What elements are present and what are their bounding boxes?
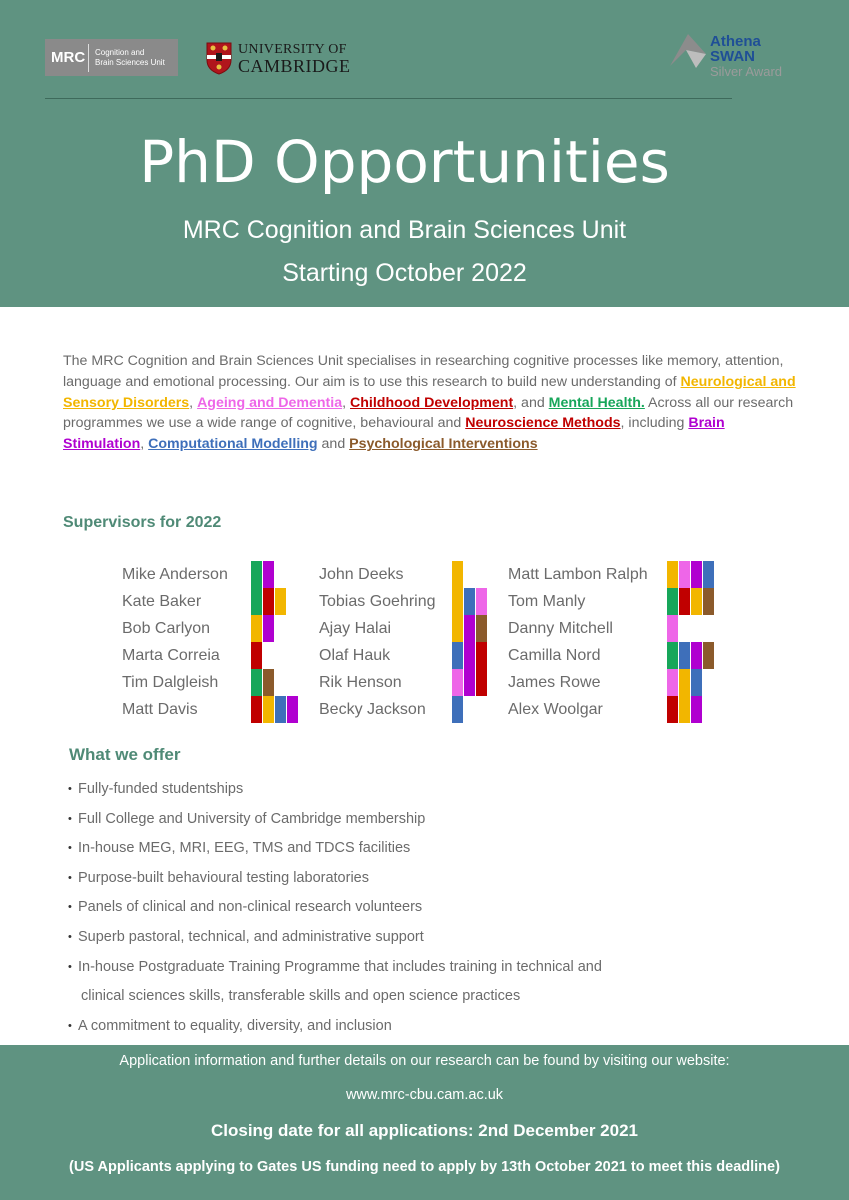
intro-sep-1: , [189, 394, 198, 411]
supervisor-row [508, 696, 648, 723]
supervisor-name: Bob Carlyon [122, 619, 211, 637]
offer-item: • In-house Postgraduate Training Programme that includes training in technical and [68, 953, 768, 983]
theme-swatch-blue [275, 696, 286, 723]
supervisor-name: Marta Correia [122, 646, 220, 664]
theme-swatch-magenta [464, 615, 475, 642]
theme-swatch-blue [679, 642, 690, 669]
theme-swatch-brown [263, 669, 274, 696]
supervisor-row [319, 696, 436, 723]
theme-swatch-blue [452, 696, 463, 723]
supervisor-name: John Deeks [319, 565, 404, 583]
supervisor-name: Becky Jackson [319, 700, 426, 718]
theme-neurological: Neurological and Sensory Disorders [63, 373, 796, 411]
theme-swatch-pink [667, 615, 678, 642]
theme-swatch-yellow [275, 588, 286, 615]
supervisor-name: Kate Baker [122, 592, 202, 610]
athena-line2: SWAN [710, 48, 755, 65]
theme-swatch-yellow [452, 615, 463, 642]
intro-sep-5: and [317, 436, 350, 453]
research-theme-swatches [251, 561, 275, 588]
supervisor-name: James Rowe [508, 673, 601, 691]
supervisor-name: Ajay Halai [319, 619, 392, 637]
theme-swatch-red [667, 696, 678, 723]
supervisor-row [508, 561, 648, 588]
supervisors-column-2 [319, 561, 436, 723]
theme-swatch-yellow [251, 615, 262, 642]
supervisor-row [319, 588, 436, 615]
footer-banner [0, 1045, 849, 1200]
research-theme-swatches [667, 561, 715, 588]
theme-swatch-magenta [464, 669, 475, 696]
supervisor-row [508, 615, 648, 642]
athena-silver-award: Silver Award [710, 64, 783, 79]
supervisor-row [508, 669, 648, 696]
theme-swatch-brown [703, 642, 714, 669]
supervisor-row [122, 588, 228, 615]
theme-psychological-interventions: Psychological Interventions [349, 436, 538, 453]
offer-item: • In-house MEG, MRI, EEG, TMS and TDCS facilities [68, 834, 768, 864]
research-theme-swatches [251, 588, 287, 615]
offer-item: • Fully-funded studentships [68, 775, 768, 805]
research-theme-swatches [452, 561, 464, 588]
theme-swatch-blue [691, 669, 702, 696]
supervisors-column-3 [508, 561, 648, 723]
cambridge-line2: CAMBRIDGE [238, 56, 351, 76]
research-theme-swatches [452, 615, 488, 642]
theme-swatch-red [251, 696, 262, 723]
research-theme-swatches [251, 615, 275, 642]
athena-swan-icon [666, 28, 716, 78]
theme-swatch-green [667, 642, 678, 669]
supervisor-row [122, 696, 228, 723]
research-theme-swatches [251, 669, 275, 696]
research-theme-swatches [251, 696, 299, 723]
theme-swatch-red [263, 588, 274, 615]
theme-computational-modelling: Computational Modelling [148, 436, 318, 453]
athena-swan-text [710, 34, 782, 79]
theme-swatch-magenta [287, 696, 298, 723]
theme-swatch-pink [679, 561, 690, 588]
supervisor-row [508, 588, 648, 615]
offer-heading: What we offer [69, 745, 181, 764]
research-theme-swatches [452, 696, 464, 723]
offer-item: • Panels of clinical and non-clinical research volunteers [68, 893, 768, 923]
mrc-logo-text: MRC [45, 44, 89, 72]
header-divider [45, 98, 732, 99]
theme-swatch-red [679, 588, 690, 615]
research-theme-swatches [667, 696, 703, 723]
supervisor-name: Alex Woolgar [508, 700, 603, 718]
theme-swatch-brown [703, 588, 714, 615]
cambridge-shield-icon [206, 42, 232, 75]
intro-sep-4: , [140, 436, 149, 453]
mrc-logo [45, 39, 178, 76]
mrc-logo-subtitle [89, 48, 165, 68]
footer-website-link[interactable]: www.mrc-cbu.cam.ac.uk [345, 1087, 504, 1103]
theme-swatch-blue [464, 588, 475, 615]
intro-text-3: , including [620, 415, 689, 432]
theme-swatch-green [251, 588, 262, 615]
theme-swatch-red [251, 642, 262, 669]
intro-sep-3: , and [513, 394, 549, 411]
theme-swatch-magenta [464, 642, 475, 669]
theme-swatch-magenta [691, 642, 702, 669]
footer-us-note: (US Applicants applying to Gates US funding need to apply by 13th October 2021 to meet this deadline) [69, 1159, 780, 1175]
theme-mental-health: Mental Health. [548, 394, 645, 411]
theme-swatch-yellow [679, 696, 690, 723]
supervisor-name: Camilla Nord [508, 646, 601, 664]
cambridge-logo [206, 40, 351, 76]
supervisor-row [122, 642, 228, 669]
intro-text-2: Across all our research programmes we use a wide range of cognitive, behavioural and [63, 394, 794, 432]
theme-swatch-blue [703, 561, 714, 588]
supervisor-row [122, 561, 228, 588]
theme-swatch-yellow [679, 669, 690, 696]
offer-item: • Superb pastoral, technical, and administrative support [68, 923, 768, 953]
offer-item: • Purpose-built behavioural testing laboratories [68, 864, 768, 894]
supervisor-name: Tobias Goehring [319, 592, 436, 610]
theme-swatch-yellow [691, 588, 702, 615]
theme-swatch-green [251, 669, 262, 696]
research-theme-swatches [452, 642, 488, 669]
theme-swatch-pink [476, 588, 487, 615]
offer-item: • Full College and University of Cambridge membership [68, 805, 768, 835]
supervisor-name: Rik Henson [319, 673, 402, 691]
theme-neuroscience-methods: Neuroscience Methods [465, 415, 621, 432]
supervisor-name: Tim Dalgleish [122, 673, 219, 691]
supervisor-row [319, 642, 436, 669]
offer-list [68, 775, 768, 1041]
supervisor-name: Tom Manly [508, 592, 586, 610]
theme-swatch-yellow [452, 561, 463, 588]
theme-swatch-pink [452, 669, 463, 696]
footer-closing-date: Closing date for all applications: 2nd December 2021 [210, 1121, 638, 1140]
supervisor-row [319, 615, 436, 642]
theme-swatch-red [476, 642, 487, 669]
offer-item: • A commitment to equality, diversity, and inclusion [68, 1012, 768, 1042]
theme-swatch-yellow [452, 588, 463, 615]
theme-ageing: Ageing and Dementia [197, 394, 343, 411]
mrc-logo-line2: Brain Sciences Unit [95, 57, 165, 67]
theme-swatch-blue [452, 642, 463, 669]
theme-swatch-magenta [691, 696, 702, 723]
supervisor-row [319, 561, 436, 588]
research-theme-swatches [667, 588, 715, 615]
theme-swatch-green [667, 588, 678, 615]
cambridge-line1: UNIVERSITY OF [238, 42, 347, 57]
theme-swatch-red [476, 669, 487, 696]
research-theme-swatches [667, 669, 703, 696]
theme-swatch-magenta [691, 561, 702, 588]
supervisor-name: Matt Davis [122, 700, 198, 718]
research-theme-swatches [452, 588, 488, 615]
theme-swatch-brown [476, 615, 487, 642]
supervisor-row [122, 669, 228, 696]
supervisor-row [319, 669, 436, 696]
theme-swatch-green [251, 561, 262, 588]
supervisor-name: Olaf Hauk [319, 646, 391, 664]
intro-sep-2: , [342, 394, 351, 411]
supervisor-name: Matt Lambon Ralph [508, 565, 648, 583]
theme-brain-stimulation: Brain Stimulation [63, 415, 725, 453]
theme-swatch-magenta [263, 615, 274, 642]
supervisors-column-1 [122, 561, 228, 723]
intro-paragraph [63, 351, 803, 455]
theme-swatch-pink [667, 669, 678, 696]
footer-info: Application information and further details on our research can be found by visiting our website: [119, 1053, 730, 1069]
supervisor-name: Danny Mitchell [508, 619, 613, 637]
start-date-subtitle: Starting October 2022 [282, 259, 527, 287]
page-title: PhD Opportunities [139, 128, 670, 196]
athena-swan-logo [666, 28, 786, 88]
supervisor-row [122, 615, 228, 642]
mrc-logo-line1: Cognition and [95, 47, 145, 57]
intro-text-1: The MRC Cognition and Brain Sciences Unit specialises in researching cognitive processes like memory, attention, language and emotional processing. Our aim is to use this research to build new understanding of [63, 353, 784, 390]
theme-childhood: Childhood Development [350, 394, 514, 411]
header-banner [0, 0, 849, 307]
supervisor-name: Mike Anderson [122, 565, 228, 583]
offer-item: clinical sciences skills, transferable skills and open science practices [81, 988, 521, 1005]
theme-swatch-yellow [667, 561, 678, 588]
research-theme-swatches [667, 615, 679, 642]
unit-subtitle: MRC Cognition and Brain Sciences Unit [182, 216, 627, 244]
research-theme-swatches [251, 642, 263, 669]
research-theme-swatches [452, 669, 488, 696]
theme-swatch-yellow [263, 696, 274, 723]
theme-swatch-magenta [263, 561, 274, 588]
supervisor-row [508, 642, 648, 669]
supervisors-heading: Supervisors for 2022 [63, 514, 222, 531]
research-theme-swatches [667, 642, 715, 669]
cambridge-wordmark [238, 41, 351, 75]
athena-line1: Athena [710, 33, 761, 50]
